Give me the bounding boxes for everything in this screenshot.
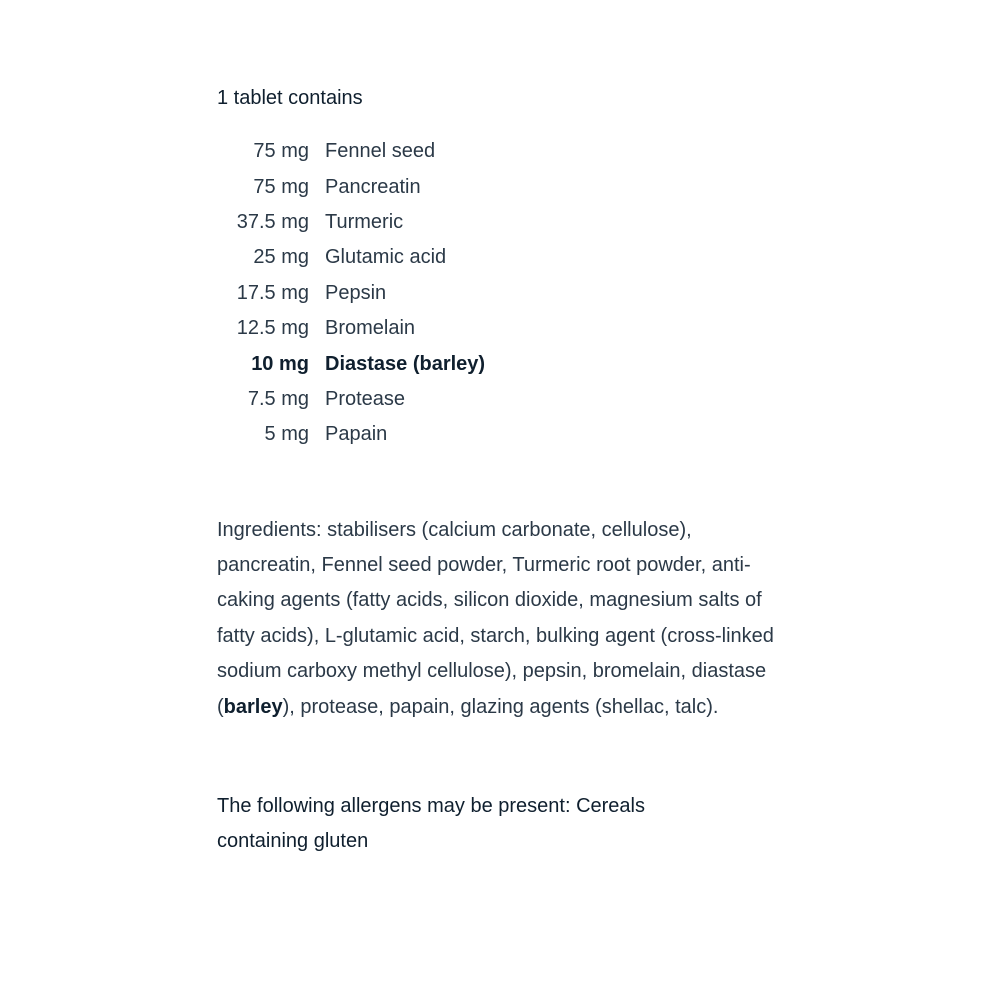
composition-row [217,311,485,346]
composition-row [217,134,485,169]
composition-ingredient-name: Pepsin [325,281,387,304]
composition-amount: 25 mg [253,246,309,269]
composition-ingredient-name: Protease [325,387,406,410]
composition-ingredient-name: Pancreatin [325,175,421,198]
composition-amount: 75 mg [253,140,309,163]
composition-amount: 17.5 mg [236,281,309,304]
composition-ingredient-name: Bromelain [325,317,416,340]
ingredients-text-end: ), protease, papain, glazing agents (shellac, talc). [282,695,719,718]
composition-row [217,240,485,275]
composition-heading: 1 tablet contains [217,87,363,109]
composition-table [217,134,485,453]
composition-row [217,382,485,417]
composition-ingredient-name: Fennel seed [325,140,436,163]
allergen-warning: The following allergens may be present: Cereals containing gluten [217,794,645,853]
composition-table-body [217,134,485,453]
composition-row [217,417,485,452]
composition-amount: 5 mg [264,423,309,446]
composition-amount: 7.5 mg [247,387,309,410]
ingredients-text [217,513,792,725]
composition-ingredient-name: Papain [325,423,388,446]
composition-amount: 10 mg [251,352,309,375]
composition-row [217,276,485,311]
composition-amount: 75 mg [253,175,309,198]
ingredients-text-start: Ingredients: stabilisers (calcium carbonate, cellulose), pancreatin, Fennel seed powder, Turmeric root powder, anti-caking agents (fatty acids, silicon dioxide, magnesium salts of fatty acids), L-glutamic acid, starch, bulking agent (cross-linked sodium carboxy methyl cellulose), pepsin, bromelain, diastase ( [217,518,774,718]
product-composition [217,84,797,860]
composition-row [217,205,485,240]
ingredients-allergen-barley: barley [223,695,283,718]
composition-ingredient-name: Turmeric [325,210,404,233]
composition-row [217,346,485,381]
composition-amount: 37.5 mg [236,210,309,233]
composition-row [217,169,485,204]
composition-ingredient-name: Diastase (barley) [325,352,486,375]
composition-ingredient-name: Glutamic acid [325,246,447,269]
composition-amount: 12.5 mg [236,317,309,340]
